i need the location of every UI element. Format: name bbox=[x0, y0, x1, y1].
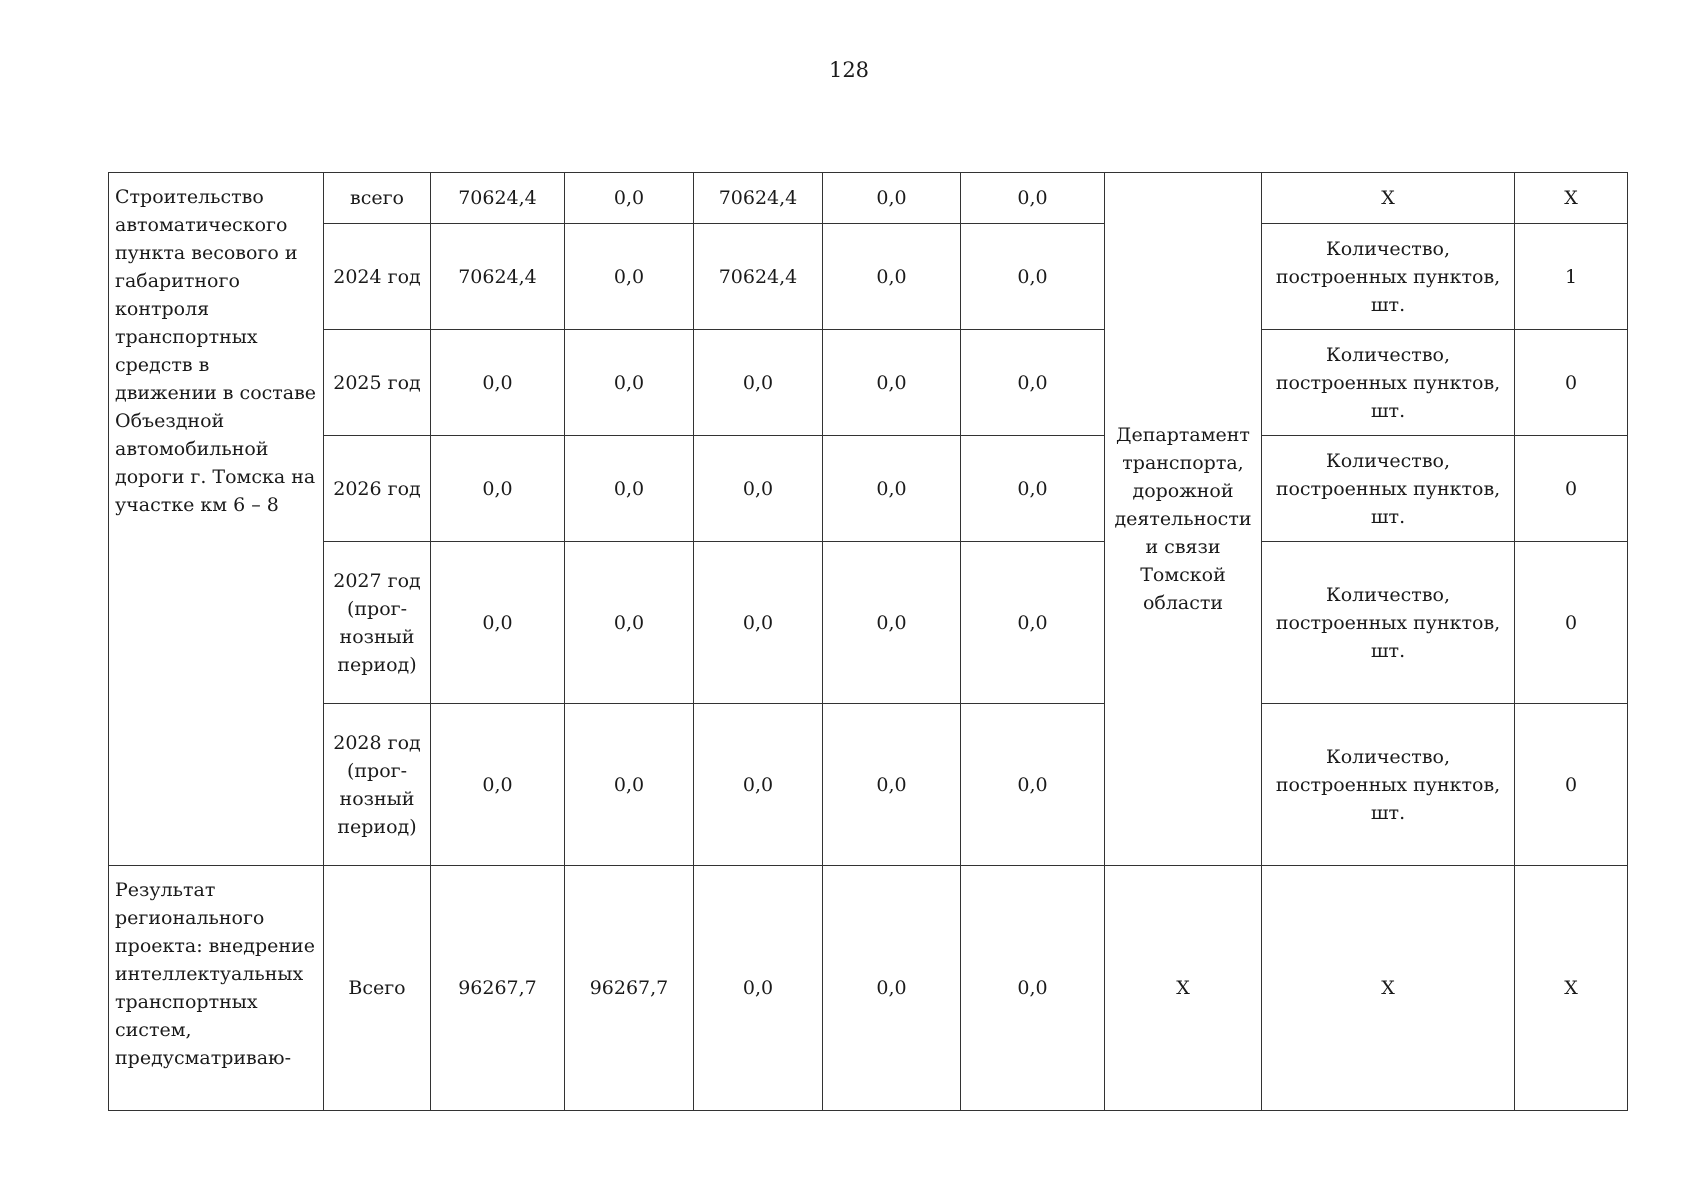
indicator-value-cell: Х bbox=[1515, 173, 1628, 224]
period-cell: 2027 год (прог-нозный период) bbox=[324, 542, 431, 704]
table-row bbox=[109, 436, 1628, 542]
amount-cell: 0,0 bbox=[565, 542, 694, 704]
amount-cell: 0,0 bbox=[961, 224, 1105, 330]
table-row bbox=[109, 866, 1628, 1111]
indicator-cell: Х bbox=[1262, 173, 1515, 224]
amount-cell: 0,0 bbox=[961, 704, 1105, 866]
amount-cell: 0,0 bbox=[694, 436, 823, 542]
amount-cell: 0,0 bbox=[961, 173, 1105, 224]
budget-table bbox=[108, 172, 1628, 1111]
indicator-value-cell: 0 bbox=[1515, 330, 1628, 436]
amount-cell: 96267,7 bbox=[565, 866, 694, 1111]
amount-cell: 0,0 bbox=[823, 224, 961, 330]
amount-cell: 0,0 bbox=[823, 173, 961, 224]
period-cell: 2024 год bbox=[324, 224, 431, 330]
amount-cell: 0,0 bbox=[823, 866, 961, 1111]
amount-cell: 0,0 bbox=[961, 542, 1105, 704]
total-cell: 0,0 bbox=[431, 330, 565, 436]
table-row bbox=[109, 704, 1628, 866]
amount-cell: 0,0 bbox=[823, 436, 961, 542]
period-cell: 2026 год bbox=[324, 436, 431, 542]
amount-cell: 0,0 bbox=[565, 436, 694, 542]
indicator-value-cell: 0 bbox=[1515, 436, 1628, 542]
amount-cell: 0,0 bbox=[961, 866, 1105, 1111]
amount-cell: 0,0 bbox=[961, 330, 1105, 436]
indicator-cell: Количество, построенных пунктов, шт. bbox=[1262, 224, 1515, 330]
amount-cell: 70624,4 bbox=[694, 173, 823, 224]
amount-cell: 0,0 bbox=[565, 330, 694, 436]
table-row bbox=[109, 173, 1628, 224]
amount-cell: 70624,4 bbox=[694, 224, 823, 330]
table-row bbox=[109, 542, 1628, 704]
amount-cell: 0,0 bbox=[823, 704, 961, 866]
indicator-cell: Количество, построенных пунктов, шт. bbox=[1262, 330, 1515, 436]
amount-cell: 0,0 bbox=[694, 704, 823, 866]
result-name-cell: Результат регионального проекта: внедрение интеллектуальных транспортных систем, предусматриваю- bbox=[109, 866, 324, 1111]
indicator-value-cell: 1 bbox=[1515, 224, 1628, 330]
indicator-cell: Х bbox=[1262, 866, 1515, 1111]
total-cell: 96267,7 bbox=[431, 866, 565, 1111]
period-cell: всего bbox=[324, 173, 431, 224]
total-cell: 70624,4 bbox=[431, 173, 565, 224]
indicator-value-cell: 0 bbox=[1515, 704, 1628, 866]
activity-name-cell: Строительство автоматического пункта весового и габаритного контроля транспортных средств в движении в составе Объездной автомобильной дороги г. Томска на участке км 6 – 8 bbox=[109, 173, 324, 866]
indicator-value-cell: 0 bbox=[1515, 542, 1628, 704]
indicator-cell: Количество, построенных пунктов, шт. bbox=[1262, 436, 1515, 542]
page-number: 128 bbox=[828, 58, 870, 82]
amount-cell: 0,0 bbox=[961, 436, 1105, 542]
period-cell: Всего bbox=[324, 866, 431, 1111]
total-cell: 0,0 bbox=[431, 436, 565, 542]
indicator-cell: Количество, построенных пунктов, шт. bbox=[1262, 542, 1515, 704]
table-row bbox=[109, 330, 1628, 436]
organization-cell: Х bbox=[1105, 866, 1262, 1111]
amount-cell: 0,0 bbox=[565, 224, 694, 330]
organization-cell: Департамент транспорта, дорожной деятельности и связи Томской области bbox=[1105, 173, 1262, 866]
total-cell: 0,0 bbox=[431, 704, 565, 866]
amount-cell: 0,0 bbox=[694, 542, 823, 704]
amount-cell: 0,0 bbox=[565, 704, 694, 866]
total-cell: 70624,4 bbox=[431, 224, 565, 330]
indicator-cell: Количество, построенных пунктов, шт. bbox=[1262, 704, 1515, 866]
amount-cell: 0,0 bbox=[565, 173, 694, 224]
amount-cell: 0,0 bbox=[823, 330, 961, 436]
amount-cell: 0,0 bbox=[694, 866, 823, 1111]
period-cell: 2028 год (прог-нозный период) bbox=[324, 704, 431, 866]
total-cell: 0,0 bbox=[431, 542, 565, 704]
table-row bbox=[109, 224, 1628, 330]
period-cell: 2025 год bbox=[324, 330, 431, 436]
amount-cell: 0,0 bbox=[694, 330, 823, 436]
indicator-value-cell: Х bbox=[1515, 866, 1628, 1111]
amount-cell: 0,0 bbox=[823, 542, 961, 704]
